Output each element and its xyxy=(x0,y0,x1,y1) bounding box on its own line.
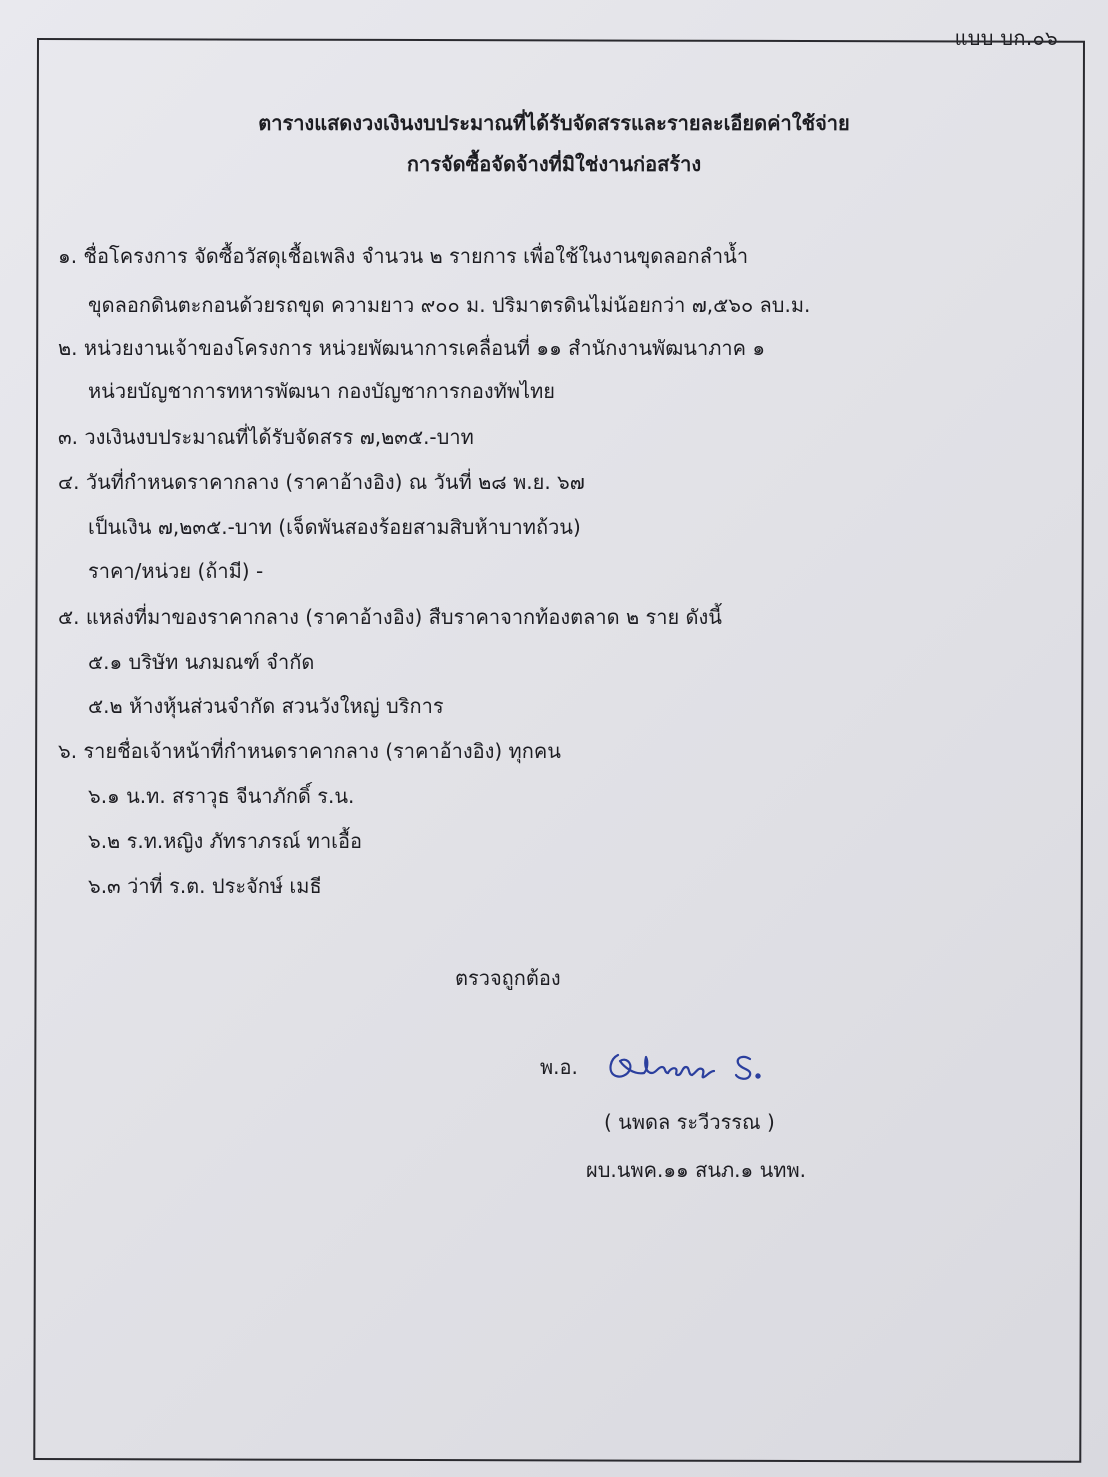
handwritten-signature xyxy=(604,1045,764,1089)
verification-label: ตรวจถูกต้อง xyxy=(455,966,561,990)
item-4-line-2: เป็นเงิน ๗,๒๓๕.-บาท (เจ็ดพันสองร้อยสามสิบห้าบาทถ้วน) xyxy=(88,515,581,539)
form-code: แบบ บก.๐๖ xyxy=(954,26,1058,50)
item-4-line-3: ราคา/หน่วย (ถ้ามี) - xyxy=(88,559,264,583)
item-5: ๕. แหล่งที่มาของราคากลาง (ราคาอ้างอิง) สืบราคาจากท้องตลาด ๒ ราย ดังนี้ xyxy=(58,605,722,629)
item-6: ๖. รายชื่อเจ้าหน้าที่กำหนดราคากลาง (ราคาอ้างอิง) ทุกคน xyxy=(58,739,561,763)
item-6-3: ๖.๓ ว่าที่ ร.ต. ประจักษ์ เมธี xyxy=(88,874,322,898)
item-2-line-1: ๒. หน่วยงานเจ้าของโครงการ หน่วยพัฒนาการเคลื่อนที่ ๑๑ สำนักงานพัฒนาภาค ๑ xyxy=(58,336,766,360)
item-3: ๓. วงเงินงบประมาณที่ได้รับจัดสรร ๗,๒๓๕.-บาท xyxy=(58,425,474,449)
item-5-2: ๕.๒ ห้างหุ้นส่วนจำกัด สวนวังใหญ่ บริการ xyxy=(88,694,444,718)
title-line-1: ตารางแสดงวงเงินงบประมาณที่ได้รับจัดสรรและรายละเอียดค่าใช้จ่าย xyxy=(258,111,850,135)
item-1-line-2: ขุดลอกดินตะกอนด้วยรถขุด ความยาว ๙๐๐ ม. ปริมาตรดินไม่น้อยกว่า ๗,๕๖๐ ลบ.ม. xyxy=(88,293,811,317)
item-5-1: ๕.๑ บริษัท นภมณฑ์ จำกัด xyxy=(88,650,315,674)
signer-rank: พ.อ. xyxy=(540,1055,578,1079)
item-2-line-2: หน่วยบัญชาการทหารพัฒนา กองบัญชาการกองทัพไทย xyxy=(88,379,556,403)
item-4-line-1: ๔. วันที่กำหนดราคากลาง (ราคาอ้างอิง) ณ วันที่ ๒๘ พ.ย. ๖๗ xyxy=(58,470,585,494)
item-6-1: ๖.๑ น.ท. สราวุธ จีนาภักดิ์ ร.น. xyxy=(88,784,355,808)
item-1-line-1: ๑. ชื่อโครงการ จัดซื้อวัสดุเชื้อเพลิง จำนวน ๒ รายการ เพื่อใช้ในงานขุดลอกลำน้ำ xyxy=(58,244,749,268)
signer-position: ผบ.นพค.๑๑ สนภ.๑ นทพ. xyxy=(586,1158,806,1182)
item-6-2: ๖.๒ ร.ท.หญิง ภัทราภรณ์ ทาเอื้อ xyxy=(88,829,363,853)
title-line-2: การจัดซื้อจัดจ้างที่มิใช่งานก่อสร้าง xyxy=(406,152,702,176)
signer-name: ( นพดล ระวีวรรณ ) xyxy=(604,1110,775,1134)
signature-row xyxy=(540,1042,764,1092)
